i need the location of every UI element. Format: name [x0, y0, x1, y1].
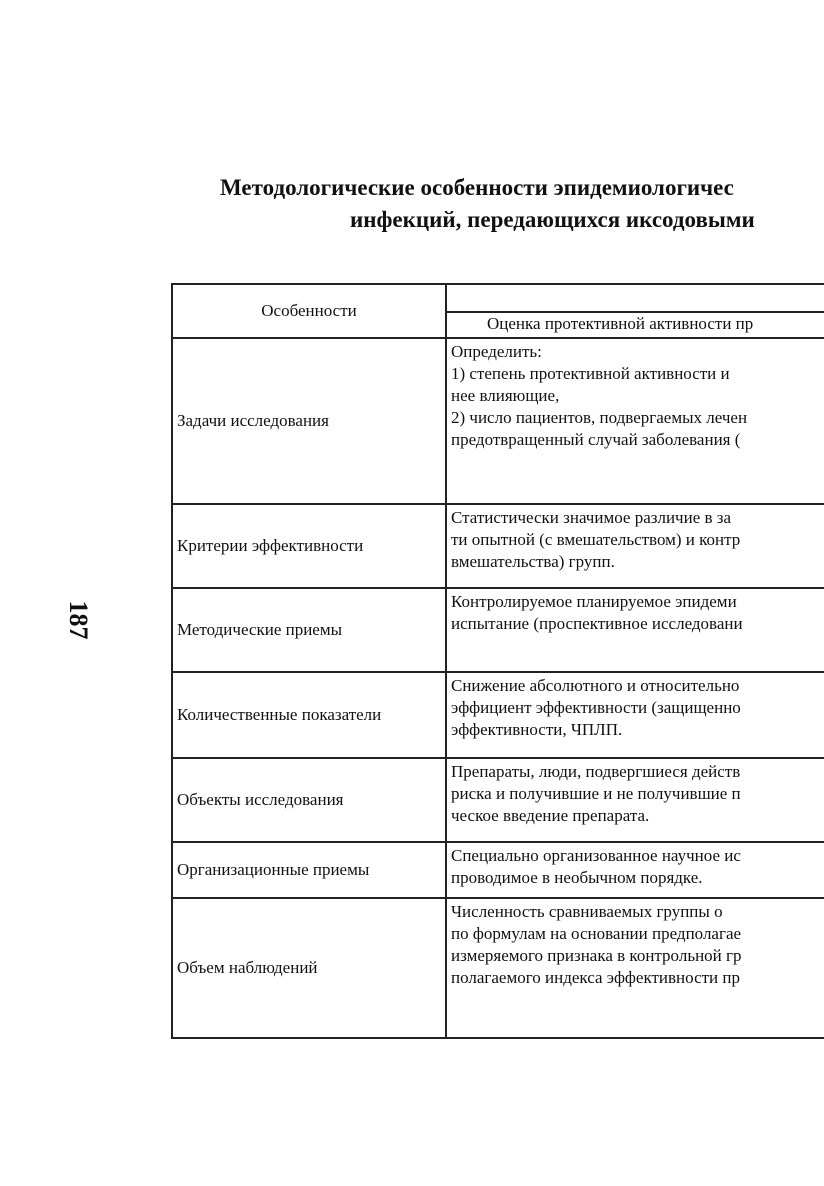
row-desc-volume — [446, 898, 824, 1038]
row-desc-organization — [446, 842, 824, 898]
row-feature-objects: Объекты исследования — [172, 758, 446, 842]
desc-line: Определить: — [451, 342, 542, 361]
page-number: 187 — [64, 600, 93, 640]
row-feature-volume: Объем наблюдений — [172, 898, 446, 1038]
row-feature-organization: Организационные приемы — [172, 842, 446, 898]
desc-line: нее влияющие, — [451, 386, 560, 405]
title-line-2: инфекций, передающихся иксодовыми — [350, 207, 755, 232]
desc-line: 1) степень протективной активности и — [451, 364, 730, 383]
row-desc-methods — [446, 588, 824, 672]
desc-line: проводимое в необычном порядке. — [451, 868, 703, 887]
row-desc-quantitative — [446, 672, 824, 758]
methodology-table — [171, 283, 824, 1039]
row-feature-quantitative: Количественные показатели — [172, 672, 446, 758]
desc-line: риска и получившие и не получившие п — [451, 784, 741, 803]
desc-line: предотвращенный случай заболевания ( — [451, 430, 741, 449]
desc-line: Численность сравниваемых группы о — [451, 902, 723, 921]
row-feature-criteria: Критерии эффективности — [172, 504, 446, 588]
desc-line: измеряемого признака в контрольной гр — [451, 946, 742, 965]
row-feature-tasks: Задачи исследования — [172, 338, 446, 504]
desc-line: полагаемого индекса эффективности пр — [451, 968, 740, 987]
desc-line: по формулам на основании предполагае — [451, 924, 742, 943]
row-desc-tasks — [446, 338, 824, 504]
desc-line: эффективности, ЧПЛП. — [451, 720, 623, 739]
header-features: Особенности — [172, 284, 446, 338]
desc-line: Специально организованное научное ис — [451, 846, 741, 865]
desc-line: ческое введение препарата. — [451, 806, 650, 825]
row-feature-methods: Методические приемы — [172, 588, 446, 672]
desc-line: Препараты, люди, подвергшиеся действ — [451, 762, 741, 781]
header-top-cell — [446, 284, 824, 312]
desc-line: эффициент эффективности (защищенно — [451, 698, 741, 717]
desc-line: ти опытной (с вмешательством) и контр — [451, 530, 741, 549]
desc-line: 2) число пациентов, подвергаемых лечен — [451, 408, 748, 427]
header-subheading: Оценка протективной активности пр — [446, 312, 824, 338]
desc-line: испытание (проспективное исследовани — [451, 614, 743, 633]
desc-line: Снижение абсолютного и относительно — [451, 676, 740, 695]
desc-line: Статистически значимое различие в за — [451, 508, 732, 527]
row-desc-objects — [446, 758, 824, 842]
title-line-1: Методологические особенности эпидемиологичес — [220, 175, 734, 200]
desc-line: вмешательства) групп. — [451, 552, 615, 571]
desc-line: Контролируемое планируемое эпидеми — [451, 592, 737, 611]
row-desc-criteria — [446, 504, 824, 588]
